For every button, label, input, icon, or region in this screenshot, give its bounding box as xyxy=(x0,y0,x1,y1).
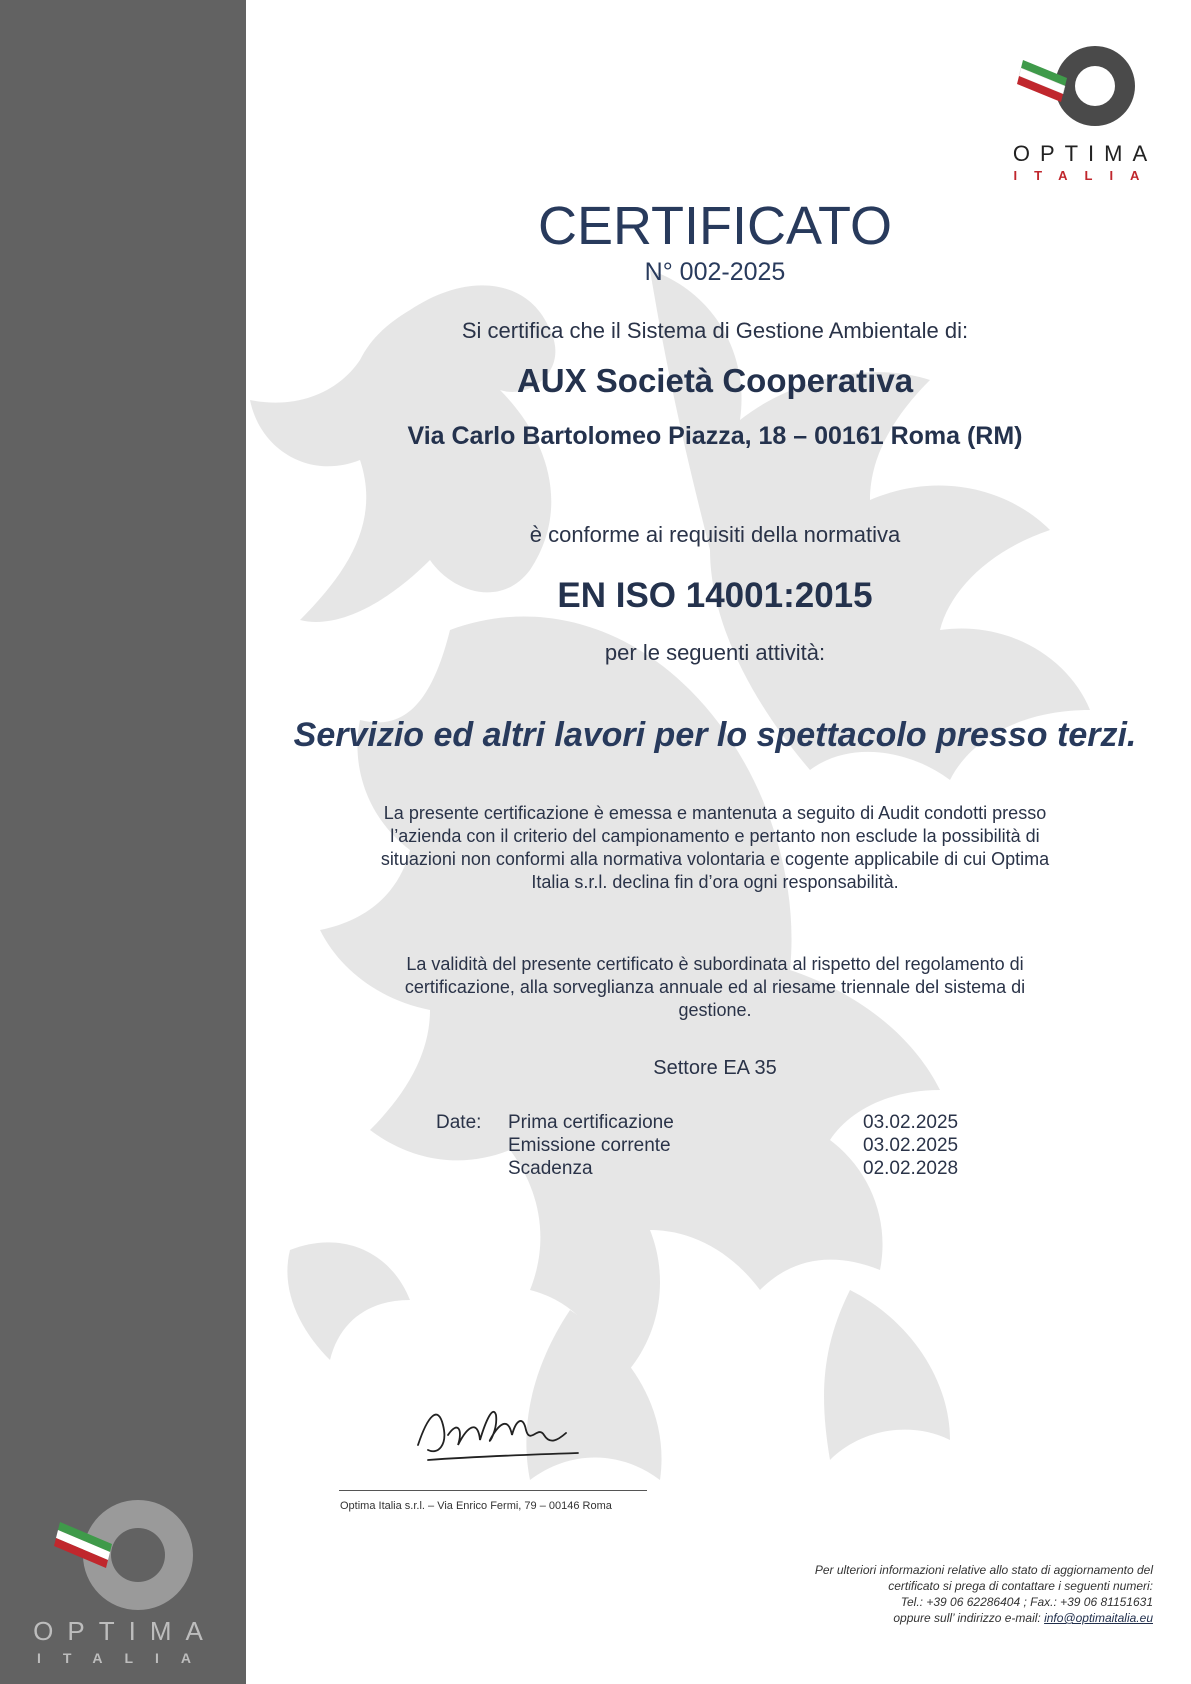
date-row-name: Emissione corrente xyxy=(508,1135,671,1156)
company-address: Via Carlo Bartolomeo Piazza, 18 – 00161 Roma (RM) xyxy=(407,422,1023,450)
contact-info xyxy=(693,1562,1153,1626)
certificate-number: N° 002-2025 xyxy=(644,258,786,286)
logo-word-optima: OPTIMA xyxy=(1012,141,1158,166)
company-name: AUX Società Cooperativa xyxy=(516,362,914,399)
optima-italia-logo-top xyxy=(995,38,1175,188)
footer-address: Optima Italia s.r.l. – Via Enrico Fermi, 79 – 00146 Roma xyxy=(340,1500,612,1512)
certificate-title: CERTIFICATO xyxy=(537,196,893,256)
audit-paragraph: La presente certificazione è emessa e mantenuta a seguito di Audit condotti presso l’azienda con il criterio del campionamento e pertanto non esclude la possibilità di situazioni non conformi alla normativa volontaria e cogente applicabile di cui Optima Italia s.r.l. declina fin d’ora ogni responsabilità. xyxy=(380,803,1050,892)
info-line: Tel.: +39 06 62286404 ; Fax.: +39 06 81151631 xyxy=(900,1595,1153,1609)
email-link[interactable]: info@optimaitalia.eu xyxy=(1044,1611,1153,1625)
date-row-name: Scadenza xyxy=(508,1158,593,1179)
activity-description: Servizio ed altri lavori per lo spettacolo presso terzi. xyxy=(293,716,1137,754)
date-row xyxy=(508,1111,1008,1134)
logo-word-italia: ITALIA xyxy=(1013,168,1157,183)
info-email-prefix: oppure sull’ indirizzo e-mail: xyxy=(893,1611,1045,1625)
logo-word-optima: OPTIMA xyxy=(33,1616,217,1646)
date-row-value: 02.02.2028 xyxy=(863,1158,959,1179)
activities-label: per le seguenti attività: xyxy=(604,640,826,665)
certificate-intro: Si certifica che il Sistema di Gestione Ambientale di: xyxy=(461,318,969,343)
info-line: certificato si prega di contattare i seguenti numeri: xyxy=(888,1579,1153,1593)
optima-ring-icon xyxy=(995,38,1175,138)
date-row xyxy=(508,1157,1008,1180)
optima-ring-icon xyxy=(20,1500,230,1610)
info-line xyxy=(693,1610,1153,1626)
standard-name: EN ISO 14001:2015 xyxy=(557,576,873,615)
date-row-name: Prima certificazione xyxy=(508,1112,674,1133)
handwritten-signature xyxy=(408,1385,608,1495)
griffin-watermark xyxy=(150,270,1140,1570)
logo-word-italia: ITALIA xyxy=(36,1650,214,1666)
sector-label: Settore EA 35 xyxy=(653,1057,777,1079)
optima-italia-logo-bottom xyxy=(20,1500,230,1670)
info-line: Per ulteriori informazioni relative allo stato di aggiornamento del xyxy=(814,1563,1153,1577)
validity-paragraph: La validità del presente certificato è subordinata al rispetto del regolamento di certificazione, alla sorveglianza annuale ed al riesame triennale del sistema di gestione. xyxy=(404,954,1026,1020)
date-row-value: 03.02.2025 xyxy=(863,1112,959,1133)
conformity-text: è conforme ai requisiti della normativa xyxy=(529,522,901,547)
signature-line xyxy=(339,1490,647,1491)
date-row xyxy=(508,1134,1008,1157)
date-row-value: 03.02.2025 xyxy=(863,1135,959,1156)
dates-label: Date: xyxy=(436,1112,482,1133)
